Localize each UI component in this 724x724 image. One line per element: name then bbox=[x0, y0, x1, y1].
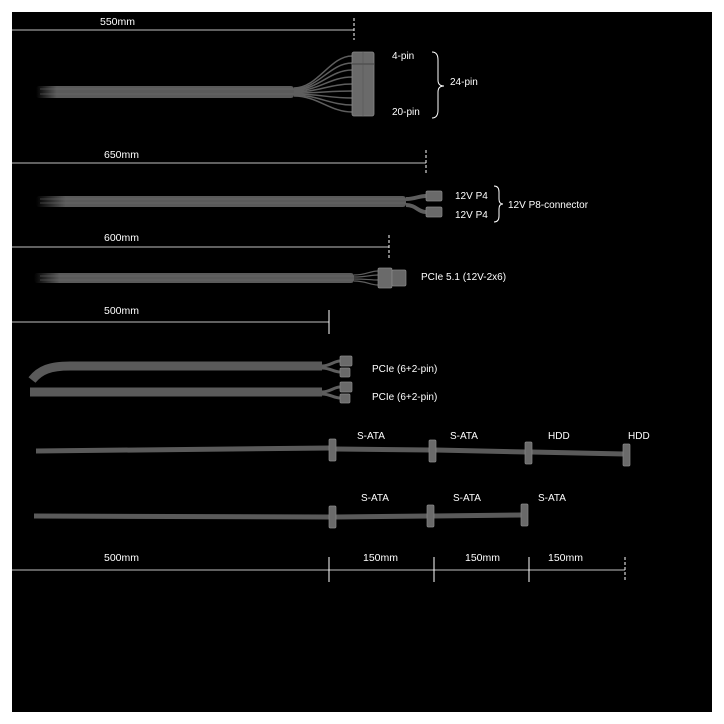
atx-cable-bundle bbox=[36, 86, 294, 98]
pcie-bottom-label: PCIe (6+2-pin) bbox=[372, 392, 438, 403]
atx-brace bbox=[432, 52, 444, 118]
sata-hdd-connector-1 bbox=[329, 439, 336, 461]
cpu-p4-connector-bottom bbox=[426, 207, 442, 217]
sata-connector-3 bbox=[521, 504, 528, 526]
atx-4pin-label: 4-pin bbox=[392, 51, 415, 62]
pcie-connector-bottom-6pin bbox=[340, 382, 352, 392]
pcie-top-label: PCIe (6+2-pin) bbox=[372, 364, 438, 375]
dim-seg1-label: 150mm bbox=[363, 552, 399, 564]
sata-hdd-connector-4 bbox=[623, 444, 630, 466]
sata-label-3: S-ATA bbox=[538, 493, 566, 504]
sata-hdd-label-2: S-ATA bbox=[450, 431, 478, 442]
sata-hdd-connector-3 bbox=[525, 442, 532, 464]
sata-cable bbox=[34, 493, 566, 528]
cpu-p8-label: 12V P8-connector bbox=[508, 200, 589, 211]
cpu-p4-top-label: 12V P4 bbox=[455, 191, 488, 202]
sata-hdd-label-4: HDD bbox=[628, 431, 650, 442]
pcie5-cable bbox=[12, 232, 506, 288]
pcie-connector-bottom-2pin bbox=[340, 394, 350, 403]
atx-length-label: 550mm bbox=[100, 16, 136, 28]
sata-hdd-label-3: HDD bbox=[548, 431, 570, 442]
sata-label-2: S-ATA bbox=[453, 493, 481, 504]
bottom-dimensions bbox=[12, 552, 625, 582]
pcie-connector-top-2pin bbox=[340, 368, 350, 377]
atx-wires bbox=[294, 56, 352, 112]
pcie5-12v2x6-connector bbox=[378, 268, 392, 288]
atx-20pin-label: 20-pin bbox=[392, 107, 420, 118]
atx-cable bbox=[12, 16, 478, 118]
dim-main-label: 500mm bbox=[104, 552, 140, 564]
cpu-length-label: 650mm bbox=[104, 149, 140, 161]
pcie5-length-label: 600mm bbox=[104, 232, 140, 244]
pcie-connector-top-6pin bbox=[340, 356, 352, 366]
sata-hdd-connector-2 bbox=[429, 440, 436, 462]
sata-hdd-label-1: S-ATA bbox=[357, 431, 385, 442]
pcie-cable bbox=[12, 305, 437, 403]
atx-24pin-label: 24-pin bbox=[450, 77, 478, 88]
sata-connector-2 bbox=[427, 505, 434, 527]
cpu-cable-bundle bbox=[36, 196, 406, 207]
sata-label-1: S-ATA bbox=[361, 493, 389, 504]
sata-connector-1 bbox=[329, 506, 336, 528]
dim-seg2-label: 150mm bbox=[465, 552, 501, 564]
pcie-cable-top bbox=[32, 366, 322, 380]
dim-seg3-label: 150mm bbox=[548, 552, 584, 564]
cpu-p4-bottom-label: 12V P4 bbox=[455, 210, 488, 221]
cpu-cable bbox=[12, 149, 589, 222]
pcie5-connector-label: PCIe 5.1 (12V-2x6) bbox=[421, 272, 507, 283]
sata-wire-main bbox=[34, 516, 330, 517]
sata-hdd-wire-main bbox=[36, 448, 330, 451]
pcie5-cable-bundle bbox=[34, 273, 354, 283]
cpu-brace bbox=[494, 186, 503, 222]
pcie-length-label: 500mm bbox=[104, 305, 140, 317]
sata-hdd-cable bbox=[36, 431, 650, 466]
cpu-p4-connector-top bbox=[426, 191, 442, 201]
